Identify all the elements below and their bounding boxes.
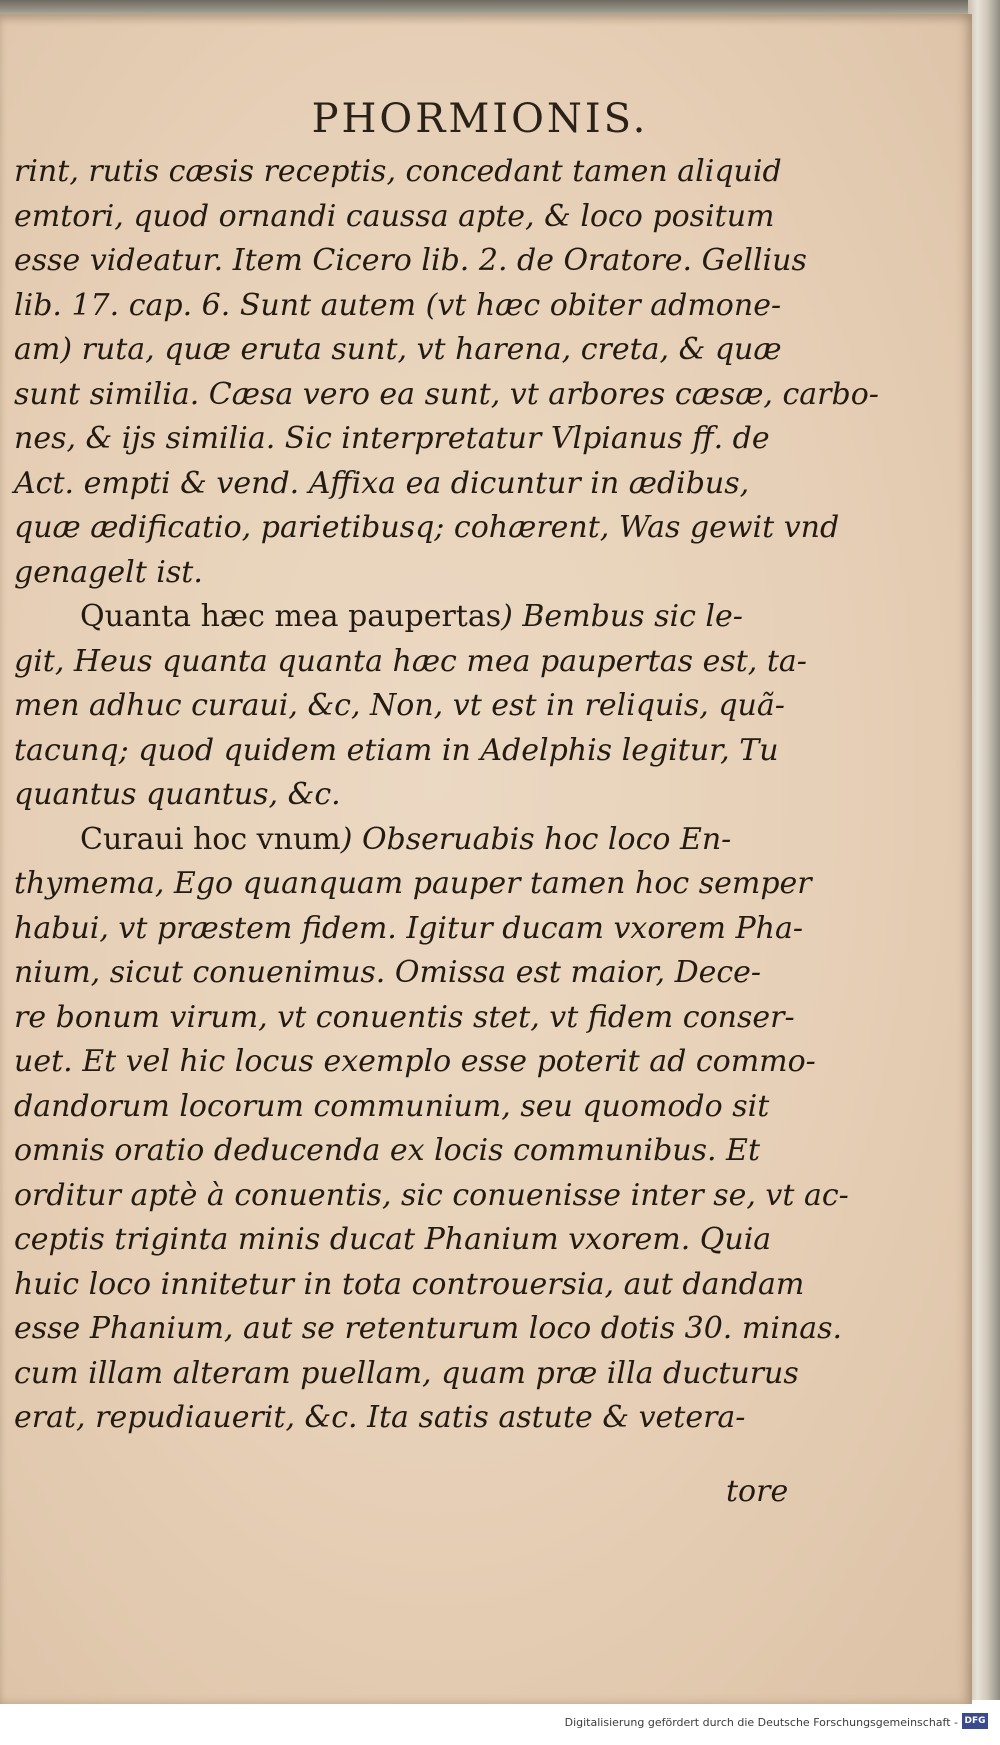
line-text: uet. Et vel hic locus exemplo esse poterit ad commo- xyxy=(14,1044,816,1079)
line-text: lib. 17. cap. 6. Sunt autem (vt hæc obiter admone- xyxy=(14,287,782,323)
line-text: sunt similia. Cæsa vero ea sunt, vt arbores cæsæ, carbo- xyxy=(14,376,879,412)
text-line xyxy=(14,506,840,551)
line-text: emtori, quod ornandi caussa apte, & loco positum xyxy=(14,198,775,234)
text-line xyxy=(14,1307,843,1352)
funding-credit: Digitalisierung gefördert durch die Deutsche Forschungsgemeinschaft - xyxy=(564,1716,958,1729)
text-line xyxy=(14,907,814,952)
line-text: ceptis triginta minis ducat Phanium vxorem. Quia xyxy=(14,1222,772,1257)
line-text: genagelt ist. xyxy=(14,554,203,590)
line-text: nes, & ijs similia. Sic interpretatur Vlpianus ff. de xyxy=(14,421,770,456)
text-line xyxy=(14,150,814,195)
text-line xyxy=(14,1263,814,1308)
text-line xyxy=(14,239,814,284)
text-line xyxy=(14,729,814,774)
text-line xyxy=(14,1129,814,1174)
line-text: dandorum locorum communium, seu quomodo sit xyxy=(14,1088,770,1124)
text-line xyxy=(14,1040,814,1085)
line-text: ) Obseruabis hoc loco En- xyxy=(340,821,732,857)
text-line xyxy=(14,551,814,596)
text-line xyxy=(14,284,814,329)
line-text: quantus quantus, &c. xyxy=(14,777,341,812)
line-text: erat, repudiauerit, &c. Ita satis astute & vetera- xyxy=(14,1400,746,1435)
text-line xyxy=(14,1352,814,1397)
text-line xyxy=(14,462,814,507)
text-line xyxy=(14,195,814,240)
line-text: orditur aptè à conuentis, sic conuenisse inter se, vt ac- xyxy=(14,1177,849,1213)
text-line xyxy=(14,818,814,863)
text-line xyxy=(14,1085,814,1130)
text-line xyxy=(14,640,814,685)
line-text: ) Bembus sic le- xyxy=(501,599,743,634)
dfg-logo: DFG xyxy=(962,1713,988,1729)
page-right-edge xyxy=(968,0,1000,1700)
text-line xyxy=(14,773,814,818)
line-text: rint, rutis cæsis receptis, concedant tamen aliquid xyxy=(14,154,782,189)
text-line xyxy=(14,684,814,729)
line-text: tacunq; quod quidem etiam in Adelphis legitur, Tu xyxy=(14,732,779,768)
text-line xyxy=(14,595,814,640)
lemma: Curaui hoc vnum xyxy=(80,821,341,857)
line-text: cum illam alteram puellam, quam præ illa ducturus xyxy=(14,1355,799,1391)
line-text: huic loco innitetur in tota controuersia, aut dandam xyxy=(14,1266,805,1302)
line-text: esse Phanium, aut se retenturum loco dotis 30. minas. xyxy=(14,1311,843,1346)
text-line xyxy=(14,328,814,373)
text-line xyxy=(14,417,814,462)
running-header: PHORMIONIS. xyxy=(311,96,649,142)
line-text: omnis oratio deducenda ex locis communibus. Et xyxy=(14,1133,761,1168)
text-line xyxy=(14,1174,849,1219)
line-text: habui, vt præstem fidem. Igitur ducam vxorem Pha- xyxy=(14,910,803,946)
line-text: men adhuc curaui, &c, Non, vt est in reliquis, quã- xyxy=(14,688,785,723)
line-text: thymema, Ego quanquam pauper tamen hoc semper xyxy=(14,866,812,901)
line-text: am) ruta, quæ eruta sunt, vt harena, creta, & quæ xyxy=(14,332,782,367)
text-line xyxy=(14,1218,814,1263)
line-text: quæ ædificatio, parietibusq; cohærent, Was gewit vnd xyxy=(14,510,840,545)
line-text: git, Heus quanta quanta hæc mea paupertas est, ta- xyxy=(14,643,807,679)
page-text xyxy=(14,150,879,1441)
line-text: re bonum virum, vt conuentis stet, vt fidem conser- xyxy=(14,999,795,1035)
line-text: esse videatur. Item Cicero lib. 2. de Oratore. Gellius xyxy=(14,243,807,278)
lemma: Quanta hæc mea paupertas xyxy=(80,599,502,634)
text-line xyxy=(14,996,814,1041)
line-text: Act. empti & vend. Affixa ea dicuntur in ædibus, xyxy=(14,465,750,501)
text-line xyxy=(14,951,814,996)
text-line xyxy=(14,862,814,907)
catchword: tore xyxy=(726,1474,789,1509)
line-text: nium, sicut conuenimus. Omissa est maior, Dece- xyxy=(14,955,762,990)
text-line xyxy=(14,1396,814,1441)
text-line xyxy=(14,373,879,418)
